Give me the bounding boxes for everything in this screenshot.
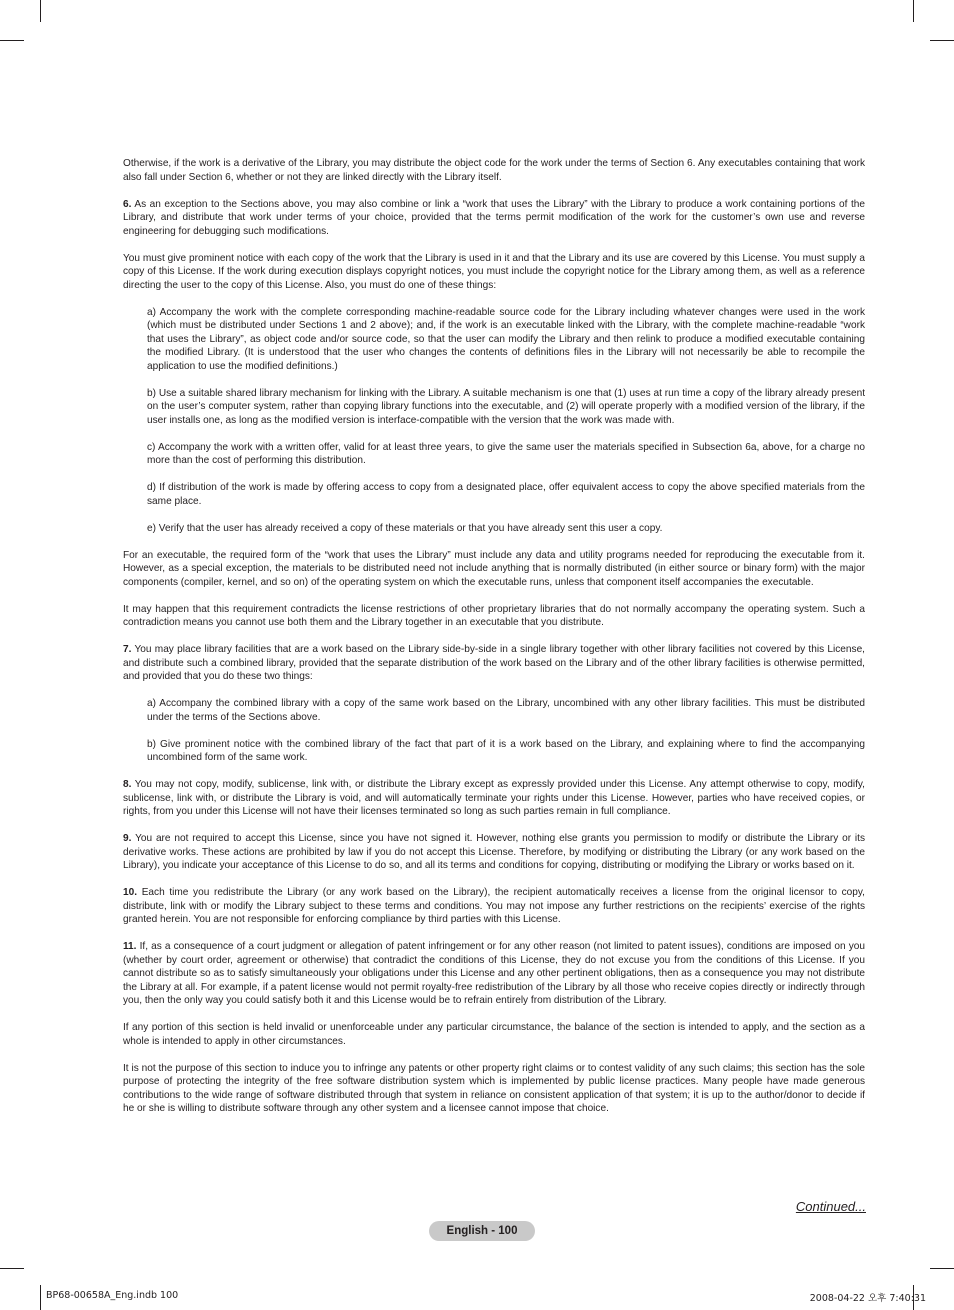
crop-mark xyxy=(913,0,914,22)
continued-note: Continued... xyxy=(795,1199,866,1214)
page-number-badge: English - 100 xyxy=(429,1221,535,1241)
license-paragraph xyxy=(123,940,865,1008)
license-paragraph xyxy=(123,157,865,184)
paragraph-text: You may not copy, modify, sublicense, link with, or distribute the Library except as expressly provided under this License. Any attempt otherwise to copy, modify, sublicense, link with, or distribute the Library is void, and will automatically terminate your rights under this License. However, parties who have received copies, or rights, from you under this License will not have their licenses terminated so long as such parties remain in full compliance. xyxy=(123,779,865,817)
paragraph-text: If any portion of this section is held invalid or unenforceable under any particular circumstance, the balance of the section is intended to apply, and the section as a whole is intended to apply in other circumstances. xyxy=(123,1022,865,1047)
license-body xyxy=(123,157,865,1129)
license-paragraph xyxy=(123,778,865,819)
paragraph-text: e) Verify that the user has already received a copy of these materials or that you have already sent this user a copy. xyxy=(147,522,663,534)
crop-mark xyxy=(930,40,954,41)
crop-mark xyxy=(930,1268,954,1269)
section-number: 11. xyxy=(123,941,137,952)
paragraph-text: a) Accompany the work with the complete corresponding machine-readable source code for the Library including whatever changes were used in the work (which must be distributed under Sections 1 and 2 above); and, if the work is an executable linked with the Library, with the complete machine-readable “work that uses the Library”, as object code and/or source code, so that the user can modify the Library and then relink to produce a modified executable containing the modified Library. (It is understood that the user who changes the contents of definitions files in the Library will not necessarily be able to recompile the application to use the modified definitions.) xyxy=(147,306,865,372)
license-paragraph xyxy=(123,549,865,590)
print-slug-file: BP68-00658A_Eng.indb 100 xyxy=(46,1290,179,1301)
license-paragraph xyxy=(123,198,865,239)
license-subclause xyxy=(147,441,865,468)
paragraph-text: a) Accompany the combined library with a copy of the same work based on the Library, uncombined with any other library facilities. This must be distributed under the terms of the Sections above. xyxy=(147,698,865,723)
paragraph-text: You are not required to accept this License, since you have not signed it. However, nothing else grants you permission to modify or distribute the Library or its derivative works. These actions are prohibited by law if you do not accept this License. Therefore, by modifying or distributing the Library (or any work based on the Library), you indicate your acceptance of this License to do so, and all its terms and conditions for copying, distributing or modifying the Library or works based on it. xyxy=(123,833,865,871)
section-number: 6. xyxy=(123,198,132,210)
license-paragraph xyxy=(123,832,865,873)
paragraph-text: b) Use a suitable shared library mechanism for linking with the Library. A suitable mechanism is one that (1) uses at run time a copy of the library already present on the user’s computer system, rather than copying library functions into the executable, and (2) will operate properly with a modified version of the library, if the user installs one, as long as the modified version is interface-compatible with the version that the work was made with. xyxy=(147,387,865,426)
section-number: 9. xyxy=(123,833,132,844)
crop-mark xyxy=(40,1285,41,1310)
paragraph-text: If, as a consequence of a court judgment or allegation of patent infringement or for any other reason (not limited to patent issues), conditions are imposed on you (whether by court order, agreement or otherwise) that contradict the conditions of this License, they do not excuse you from the conditions of this License. If you cannot distribute so as to satisfy simultaneously your obligations under this License and any other pertinent obligations, then as a consequence you may not distribute the Library at all. For example, if a patent license would not permit royalty-free redistribution of the Library by all those who receive copies directly or indirectly through you, then the only way you could satisfy both it and this License would be to refrain entirely from distribution of the Library. xyxy=(123,941,865,1006)
paragraph-text: c) Accompany the work with a written offer, valid for at least three years, to give the same user the materials specified in Subsection 6a, above, for a charge no more than the cost of performing this distribution. xyxy=(147,441,865,466)
license-paragraph xyxy=(123,643,865,684)
paragraph-text: You must give prominent notice with each copy of the work that the Library is used in it and that the Library and its use are covered by this License. You must supply a copy of this License. If the work during execution displays copyright notices, you must include the copyright notice for the Library among them, as well as a reference directing the user to the copy of this License. Also, you must do one of these things: xyxy=(123,252,865,291)
section-number: 8. xyxy=(123,779,132,790)
paragraph-text: As an exception to the Sections above, you may also combine or link a “work that uses the Library” with the Library to produce a work containing portions of the Library, and distribute that work under terms of your choice, provided that the terms permit modification of the work for the customer’s own use and reverse engineering for debugging such modifications. xyxy=(123,198,865,237)
paragraph-text: It may happen that this requirement contradicts the license restrictions of other proprietary libraries that do not normally accompany the operating system. Such a contradiction means you cannot use both them and the Library together in an executable that you distribute. xyxy=(123,603,865,628)
paragraph-text: You may place library facilities that are a work based on the Library side-by-side in a single library together with other library facilities not covered by this License, and distribute such a combined library, provided that the separate distribution of the work based on the Library and of the other library facilities is otherwise permitted, and provided that you do these two things: xyxy=(123,644,865,682)
license-paragraph xyxy=(123,603,865,630)
license-subclause xyxy=(147,697,865,724)
license-paragraph xyxy=(123,1062,865,1116)
paragraph-text: For an executable, the required form of the “work that uses the Library” must include any data and utility programs needed for reproducing the executable from it. However, as a special exception, the materials to be distributed need not include anything that is normally distributed (in either source or binary form) with the major components (compiler, kernel, and so on) of the operating system on which the executable runs, unless that component itself accompanies the executable. xyxy=(123,549,865,588)
license-subclause xyxy=(147,522,865,536)
license-subclause xyxy=(147,738,865,765)
section-number: 10. xyxy=(123,887,138,898)
paragraph-text: d) If distribution of the work is made by offering access to copy from a designated place, offer equivalent access to copy the above specified materials from the same place. xyxy=(147,482,865,507)
license-paragraph xyxy=(123,1021,865,1048)
paragraph-text: Otherwise, if the work is a derivative of the Library, you may distribute the object code for the work under the terms of Section 6. Any executables containing that work also fall under Section 6, whether or not they are linked directly with the Library itself. xyxy=(123,158,865,183)
paragraph-text: Each time you redistribute the Library (or any work based on the Library), the recipient automatically receives a license from the original licensor to copy, distribute, link with or modify the Library subject to these terms and conditions. You may not impose any further restrictions on the recipients’ exercise of the rights granted herein. You are not responsible for enforcing compliance by third parties with this License. xyxy=(123,887,865,925)
crop-mark xyxy=(0,1268,24,1269)
license-subclause xyxy=(147,387,865,428)
license-paragraph xyxy=(123,886,865,927)
license-subclause xyxy=(147,306,865,374)
paragraph-text: b) Give prominent notice with the combined library of the fact that part of it is a work based on the Library, and explaining where to find the accompanying uncombined form of the same work. xyxy=(147,738,865,763)
print-slug-date: 2008-04-22 오후 7:40:31 xyxy=(809,1293,926,1304)
section-number: 7. xyxy=(123,644,132,655)
license-paragraph xyxy=(123,252,865,293)
crop-mark xyxy=(0,40,24,41)
paragraph-text: It is not the purpose of this section to induce you to infringe any patents or other property right claims or to contest validity of any such claims; this section has the sole purpose of protecting the integrity of the free software distribution system which is implemented by public license practices. Many people have made generous contributions to the wide range of software distributed through that system in reliance on consistent application of that system; it is up to the author/donor to decide if he or she is willing to distribute software through any other system and a licensee cannot impose that choice. xyxy=(123,1062,865,1114)
crop-mark xyxy=(40,0,41,22)
license-subclause xyxy=(147,481,865,508)
